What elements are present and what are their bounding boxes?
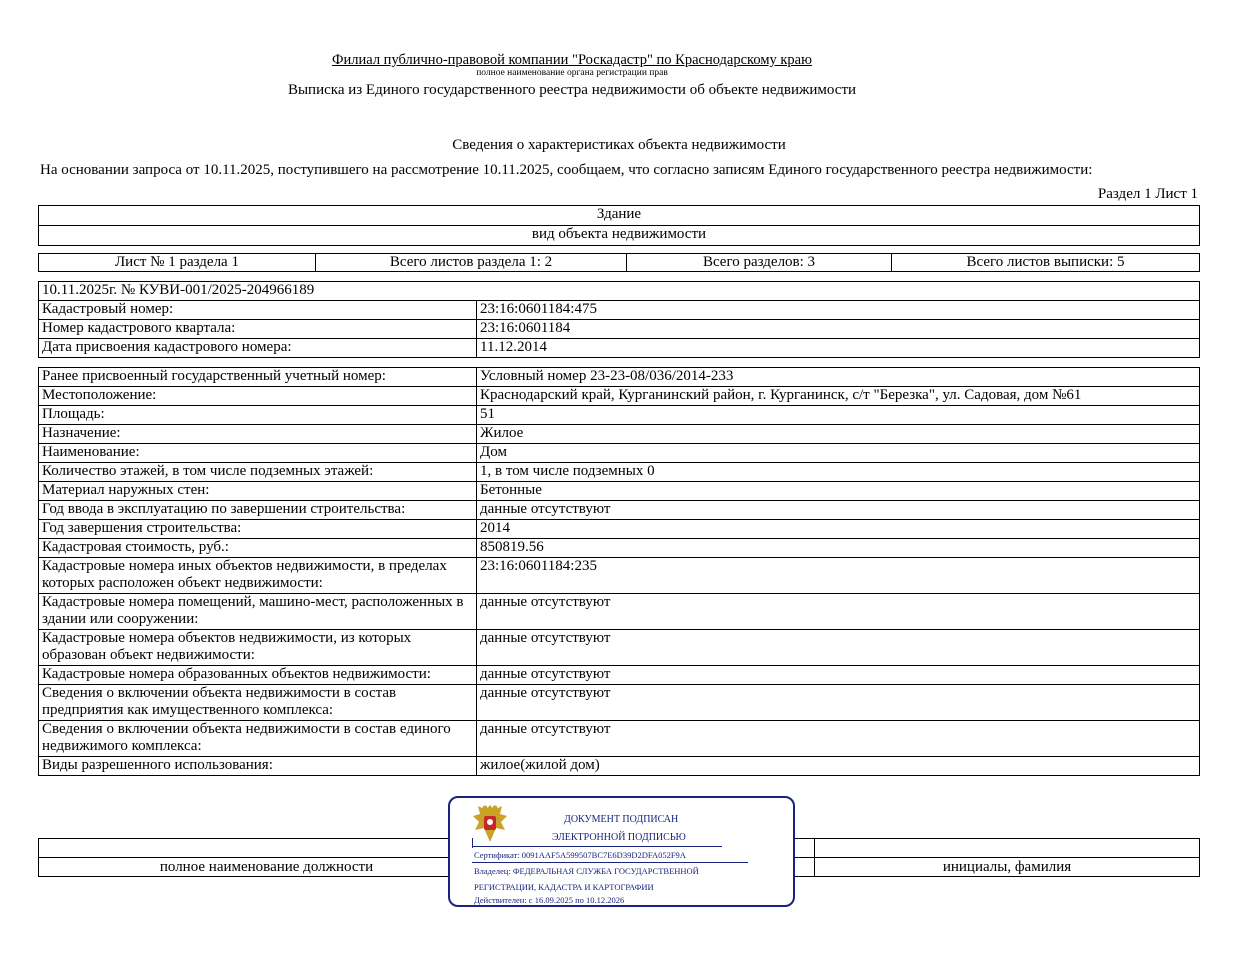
field-label: Кадастровый номер:: [39, 301, 477, 320]
field-label: Сведения о включении объекта недвижимости в состав предприятия как имущественного комплекса:: [39, 685, 477, 721]
stamp-title: ДОКУМЕНТ ПОДПИСАН: [564, 814, 679, 825]
field-value: Бетонные: [477, 482, 1200, 501]
stamp-owner-continued: РЕГИСТРАЦИИ, КАДАСТРА И КАРТОГРАФИИ: [474, 882, 654, 892]
sheet-reference: Раздел 1 Лист 1: [1097, 186, 1198, 202]
field-label: Количество этажей, в том числе подземных этажей:: [39, 463, 477, 482]
field-label: Дата присвоения кадастрового номера:: [39, 339, 477, 358]
field-value: данные отсутствуют: [477, 630, 1200, 666]
field-value: 1, в том числе подземных 0: [477, 463, 1200, 482]
field-label: Кадастровая стоимость, руб.:: [39, 539, 477, 558]
stamp-validity: Действителен: с 16.09.2025 по 10.12.2026: [474, 895, 625, 905]
russian-coat-of-arms-icon: [470, 802, 510, 846]
request-id: 10.11.2025г. № КУВИ-001/2025-204966189: [39, 282, 1200, 301]
field-value: 51: [477, 406, 1200, 425]
field-value: 23:16:0601184:475: [477, 301, 1200, 320]
field-label: Кадастровые номера помещений, машино-мест, расположенных в здании или сооружении:: [39, 594, 477, 630]
field-label: Кадастровые номера иных объектов недвижимости, в пределах которых расположен объект недвижимости:: [39, 558, 477, 594]
field-value: жилое(жилой дом): [477, 757, 1200, 776]
meta-total-sheets: Всего листов выписки: 5: [892, 254, 1200, 272]
characteristics-table: [38, 367, 1200, 776]
field-value: Жилое: [477, 425, 1200, 444]
field-label: Назначение:: [39, 425, 477, 444]
field-value: данные отсутствуют: [477, 594, 1200, 630]
document-title: Выписка из Единого государственного реестра недвижимости об объекте недвижимости: [287, 82, 857, 98]
object-type: Здание: [38, 205, 1200, 226]
field-label: Материал наружных стен:: [39, 482, 477, 501]
field-label: Год завершения строительства:: [39, 520, 477, 539]
identification-table: [38, 281, 1200, 358]
field-value: 23:16:0601184: [477, 320, 1200, 339]
field-value: данные отсутствуют: [477, 666, 1200, 685]
organization-name: Филиал публично-правовой компании "Роскадастр" по Краснодарскому краю: [332, 52, 812, 68]
field-label: Год ввода в эксплуатацию по завершении строительства:: [39, 501, 477, 520]
stamp-subtitle: ЭЛЕКТРОННОЙ ПОДПИСЬЮ: [552, 832, 686, 843]
electronic-signature-stamp: [448, 796, 795, 907]
field-value: 850819.56: [477, 539, 1200, 558]
field-value: 11.12.2014: [477, 339, 1200, 358]
field-value: 2014: [477, 520, 1200, 539]
position-caption: полное наименование должности: [39, 858, 495, 877]
intro-text: На основании запроса от 10.11.2025, поступившего на рассмотрение 10.11.2025, сообщаем, что согласно записям Единого государственного реестра недвижимости:: [40, 162, 1093, 178]
stamp-owner: Владелец: ФЕДЕРАЛЬНАЯ СЛУЖБА ГОСУДАРСТВЕННОЙ: [474, 866, 699, 876]
field-label: Кадастровые номера объектов недвижимости, из которых образован объект недвижимости:: [39, 630, 477, 666]
object-type-caption: вид объекта недвижимости: [38, 226, 1200, 246]
field-label: Кадастровые номера образованных объектов недвижимости:: [39, 666, 477, 685]
organization-note: полное наименование органа регистрации прав: [476, 68, 668, 78]
field-value: 23:16:0601184:235: [477, 558, 1200, 594]
field-value: Дом: [477, 444, 1200, 463]
section-title: Сведения о характеристиках объекта недвижимости: [452, 137, 786, 153]
field-label: Виды разрешенного использования:: [39, 757, 477, 776]
field-label: Площадь:: [39, 406, 477, 425]
field-value: Условный номер 23-23-08/036/2014-233: [477, 368, 1200, 387]
stamp-certificate: Сертификат: 0091AAF5A599507BC7E6D39D2DFA052F9A: [474, 850, 686, 860]
name-caption: инициалы, фамилия: [815, 858, 1200, 877]
field-value: Краснодарский край, Курганинский район, г. Курганинск, с/т "Березка", ул. Садовая, дом №61: [477, 387, 1200, 406]
field-label: Местоположение:: [39, 387, 477, 406]
field-label: Сведения о включении объекта недвижимости в состав единого недвижимого комплекса:: [39, 721, 477, 757]
meta-section-sheets: Всего листов раздела 1: 2: [316, 254, 627, 272]
field-label: Наименование:: [39, 444, 477, 463]
meta-sections: Всего разделов: 3: [627, 254, 892, 272]
field-value: данные отсутствуют: [477, 501, 1200, 520]
sheet-meta-table: [38, 253, 1200, 272]
meta-sheet: Лист № 1 раздела 1: [39, 254, 316, 272]
field-value: данные отсутствуют: [477, 721, 1200, 757]
field-label: Номер кадастрового квартала:: [39, 320, 477, 339]
field-value: данные отсутствуют: [477, 685, 1200, 721]
field-label: Ранее присвоенный государственный учетный номер:: [39, 368, 477, 387]
